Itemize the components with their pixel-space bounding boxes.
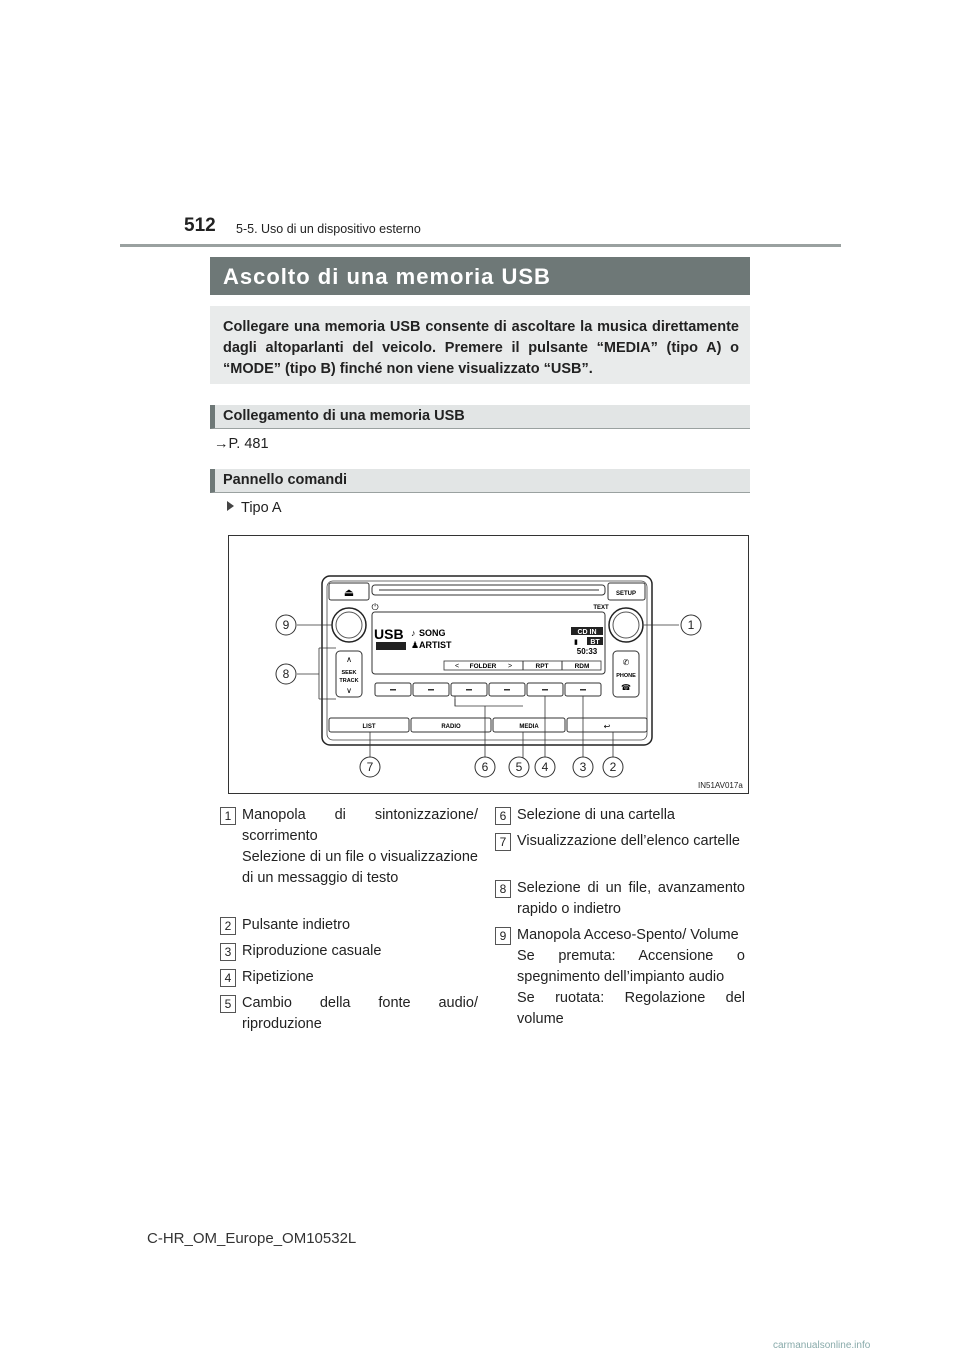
svg-text:∧: ∧ xyxy=(346,655,352,664)
svg-text:♟: ♟ xyxy=(411,640,420,650)
callout-1: 1 xyxy=(687,618,695,632)
item-number: 2 xyxy=(220,917,236,935)
list-item xyxy=(499,805,745,826)
callout-5: 5 xyxy=(515,760,523,774)
list-item xyxy=(224,993,478,1035)
page-reference[interactable]: →P. 481 xyxy=(214,436,269,452)
list-item xyxy=(224,915,478,936)
svg-text:♪: ♪ xyxy=(411,628,416,638)
callout-6: 6 xyxy=(481,760,489,774)
item-text: Ripetizione xyxy=(242,969,314,985)
item-detail: Se premuta: Accensione o spegnimento dell’impianto audio xyxy=(517,948,745,985)
list-item xyxy=(499,925,745,1030)
display-source: USB xyxy=(374,626,404,642)
callout-7: 7 xyxy=(366,760,374,774)
text-button-label: TEXT xyxy=(593,605,609,611)
list-item xyxy=(224,967,478,988)
callout-3: 3 xyxy=(579,760,587,774)
callout-9: 9 xyxy=(282,618,290,632)
seek-label: SEEK xyxy=(341,670,357,676)
page-title: Ascolto di una memoria USB xyxy=(210,257,750,295)
track-label: TRACK xyxy=(339,678,359,684)
display-song: SONG xyxy=(419,628,446,638)
display-bt: BT xyxy=(590,639,600,646)
type-label-text: Tipo A xyxy=(241,500,282,516)
list-item xyxy=(499,831,745,852)
item-number: 6 xyxy=(495,807,511,825)
item-number: 8 xyxy=(495,880,511,898)
item-detail-2: Se ruotata: Regolazione del volume xyxy=(517,990,745,1027)
list-item xyxy=(224,941,478,962)
list-button-label: LIST xyxy=(362,724,376,730)
callout-2: 2 xyxy=(609,760,617,774)
subsection-panel: Pannello comandi xyxy=(210,469,750,493)
media-button-label: MEDIA xyxy=(519,724,539,730)
header-rule xyxy=(120,244,841,247)
list-item xyxy=(499,878,745,920)
item-text: Selezione di una cartella xyxy=(517,807,675,823)
subsection-connection: Collegamento di una memoria USB xyxy=(210,405,750,429)
item-number: 3 xyxy=(220,943,236,961)
item-text: Cambio della fonte audio/ riproduzione xyxy=(242,995,478,1032)
control-panel-figure xyxy=(228,535,749,794)
watermark: carmanualsonline.info xyxy=(773,1340,871,1351)
svg-text:>: > xyxy=(508,663,513,670)
item-text: Selezione di un file, avanzamento rapido o indietro xyxy=(517,880,745,917)
callout-8: 8 xyxy=(282,667,290,681)
type-label xyxy=(227,500,282,516)
display-rdm: RDM xyxy=(574,663,590,670)
item-detail: Selezione di un file o visualizzazione di un messaggio di testo xyxy=(242,849,478,886)
radio-button-label: RADIO xyxy=(441,724,461,730)
audio-unit-illustration xyxy=(229,536,748,793)
eject-icon: ⏏ xyxy=(343,587,355,599)
section-breadcrumb: 5-5. Uso di un dispositivo esterno xyxy=(236,222,421,236)
item-text: Pulsante indietro xyxy=(242,917,351,933)
setup-button-label: SETUP xyxy=(615,591,637,597)
svg-text:<: < xyxy=(455,663,460,670)
display-time: 50:33 xyxy=(576,647,598,656)
list-item xyxy=(224,805,478,889)
page-number: 512 xyxy=(184,215,216,236)
display-cd-in: CD IN xyxy=(577,629,597,636)
figure-code: IN51AV017a xyxy=(698,781,743,790)
display-artist: ARTIST xyxy=(419,640,452,650)
svg-text:▮: ▮ xyxy=(574,639,578,646)
item-number: 7 xyxy=(495,833,511,851)
item-text: Manopola Acceso-Spento/ Volume xyxy=(517,927,739,943)
item-number: 1 xyxy=(220,807,236,825)
power-icon: ⏻ xyxy=(371,602,379,612)
item-text: Visualizzazione dell’elenco cartelle xyxy=(517,833,741,849)
footer-code: C-HR_OM_Europe_OM10532L xyxy=(147,1230,357,1247)
intro-box: Collegare una memoria USB consente di ascoltare la musica direttamente dagli altoparlanti del veicolo. Premere il pulsante “MEDIA” (tipo A) o “MODE” (tipo B) finché non viene visualizzato “USB”. xyxy=(210,306,750,384)
item-number: 4 xyxy=(220,969,236,987)
item-number: 9 xyxy=(495,927,511,945)
item-text: Manopola di sintonizzazione/ scorrimento xyxy=(242,807,478,844)
svg-text:∨: ∨ xyxy=(346,686,352,695)
phone-hangup-icon: ☎ xyxy=(621,683,631,692)
item-number: 5 xyxy=(220,995,236,1013)
display-folder: FOLDER xyxy=(469,663,497,670)
phone-label: PHONE xyxy=(616,673,636,679)
display-rpt: RPT xyxy=(535,663,549,670)
triangle-bullet-icon xyxy=(227,501,234,511)
back-icon: ↩ xyxy=(603,722,611,731)
callout-4: 4 xyxy=(541,760,549,774)
item-text: Riproduzione casuale xyxy=(242,943,382,959)
phone-pickup-icon: ✆ xyxy=(622,658,630,667)
